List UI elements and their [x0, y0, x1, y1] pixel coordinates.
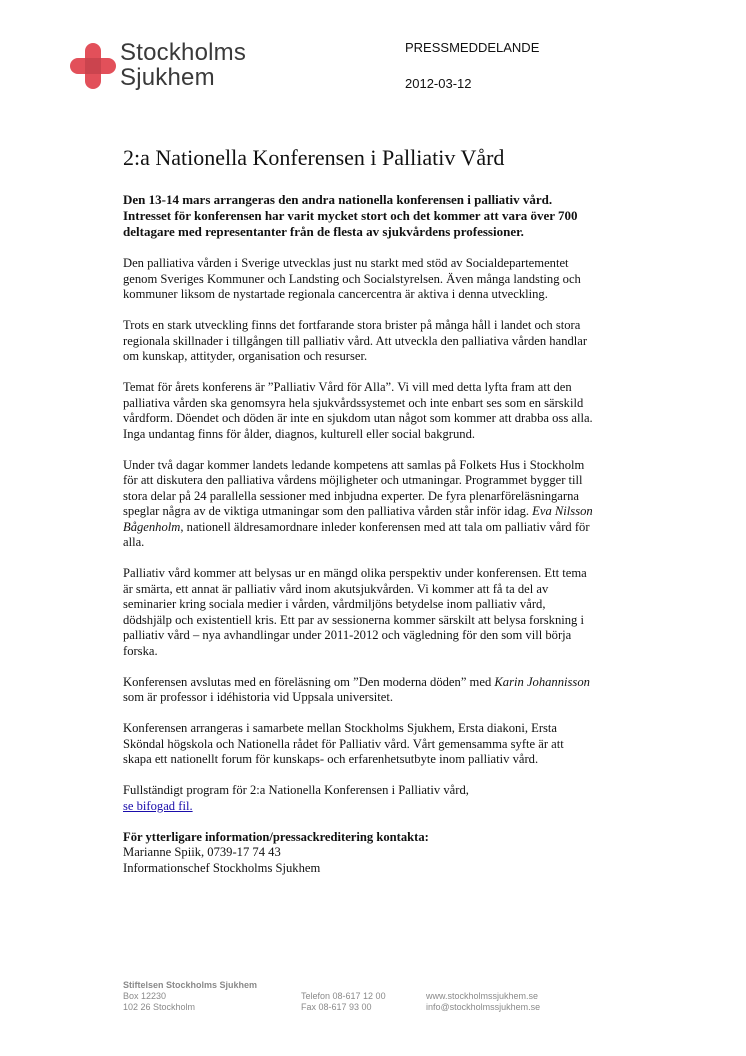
paragraph-6	[123, 675, 593, 706]
footer-email: info@stockholmssjukhem.se	[426, 1002, 541, 1012]
contact-heading: För ytterligare information/pressackreditering kontakta:	[123, 829, 429, 844]
article-body	[123, 192, 593, 876]
speaker-name: Eva Nilsson Bågenholm	[123, 504, 593, 534]
paragraph-8	[123, 783, 593, 814]
footer-web: www.stockholmssjukhem.se	[426, 991, 539, 1001]
paragraph-4-text-b: , nationell äldresamordnare inleder konferensen med att tala om palliativ vård för alla.	[123, 519, 590, 549]
lead-paragraph: Den 13-14 mars arrangeras den andra nationella konferensen i palliativ vård. Intresset för konferensen har varit mycket stort och det kommer att vara över 700 deltagare med representanter från de flesta av sjukvårdens professioner.	[123, 192, 578, 239]
logo-line-2: Sjukhem	[120, 64, 215, 91]
paragraph-1: Den palliativa vården i Sverige utvecklas just nu starkt med stöd av Socialdepartementet genom Sveriges Kommuner och Landsting och Socialstyrelsen. Även många landsting och kommuner liksom de nystartade regionala cancercentra är aktiva i denna utveckling.	[123, 256, 581, 301]
contact-role: Informationschef Stockholms Sjukhem	[123, 860, 321, 875]
paragraph-7: Konferensen arrangeras i samarbete mellan Stockholms Sjukhem, Ersta diakoni, Ersta Sköndal högskola och Nationella rådet för Palliativ vård. Vårt gemensamma syfte är att skapa ett nationellt forum för kunskaps- och erfarenhetsutbyte inom palliativ vård.	[123, 721, 564, 766]
cross-logo-icon	[70, 43, 116, 89]
contact-block	[123, 830, 593, 877]
logo-line-1: Stockholms	[120, 39, 247, 66]
paragraph-3: Temat för årets konferens är ”Palliativ Vård för Alla”. Vi vill med detta lyfta fram att den palliativa vården ska genomsyra hela sjukvårdssystemet och inte enbart ses som en särskild vårdform. Döendet och döden är inte en sjukdom utan något som kommer att drabba oss alla. Inga undantag finns för ålder, diagnos, kulturell eller social bakgrund.	[123, 380, 593, 441]
page-title: 2:a Nationella Konferensen i Palliativ Vård	[123, 145, 505, 170]
logo	[70, 41, 270, 93]
attachment-link[interactable]: se bifogad fil.	[123, 798, 193, 813]
document-date: 2012-03-12	[405, 76, 472, 91]
footer-phone: Telefon 08-617 12 00	[301, 991, 386, 1001]
lecturer-name: Karin Johannisson	[494, 674, 590, 689]
contact-person: Marianne Spiik, 0739-17 74 43	[123, 845, 281, 859]
footer-address-1: Box 12230	[123, 991, 167, 1001]
footer-web-block	[426, 991, 540, 1013]
paragraph-6-text-a: Konferensen avslutas med en föreläsning om ”Den moderna döden” med	[123, 674, 495, 689]
footer-fax: Fax 08-617 93 00	[301, 1002, 372, 1012]
program-text: Fullständigt program för 2:a Nationella Konferensen i Palliativ vård,	[123, 783, 469, 797]
paragraph-4-text-a: Under två dagar kommer landets ledande kompetens att samlas på Folkets Hus i Stockholm för att diskutera den palliativa vårdens möjligheter och utmaningar. Programmet bygger till stora delar på 24 parallella sessioner med inbjudna experter. De fyra plenarföreläsningarna speglar några av de viktiga utmaningar som den palliativa vården står inför idag.	[123, 457, 585, 518]
paragraph-2: Trots en stark utveckling finns det fortfarande stora brister på många håll i landet och stora regionala skillnader i tillgången till palliativ vård. Att utveckla den palliativa vården handlar om kunskap, attityder, organisation och resurser.	[123, 318, 588, 363]
footer-address	[123, 980, 257, 1013]
footer-org: Stiftelsen Stockholms Sjukhem	[123, 980, 258, 990]
document-type: PRESSMEDDELANDE	[405, 40, 540, 55]
paragraph-6-text-b: som är professor i idéhistoria vid Uppsala universitet.	[123, 690, 394, 704]
paragraph-5: Palliativ vård kommer att belysas ur en mängd olika perspektiv under konferensen. Ett tema är smärta, ett annat är palliativ vård inom akutsjukvården. Vi kommer att få ta del av seminarier kring sociala medier i vården, vårdmiljöns betydelse inom palliativ vård, dödshjälp och existentiell kris. Ett par av sessionerna kommer särskilt att belysa forskning i palliativ vård – nya avhandlingar under 2011-2012 och vägledning för den som vill börja forska.	[123, 566, 587, 658]
paragraph-4	[123, 458, 593, 551]
footer-address-2: 102 26 Stockholm	[123, 1002, 196, 1012]
footer-phone-block	[301, 991, 386, 1013]
logo-wordmark	[120, 40, 246, 90]
